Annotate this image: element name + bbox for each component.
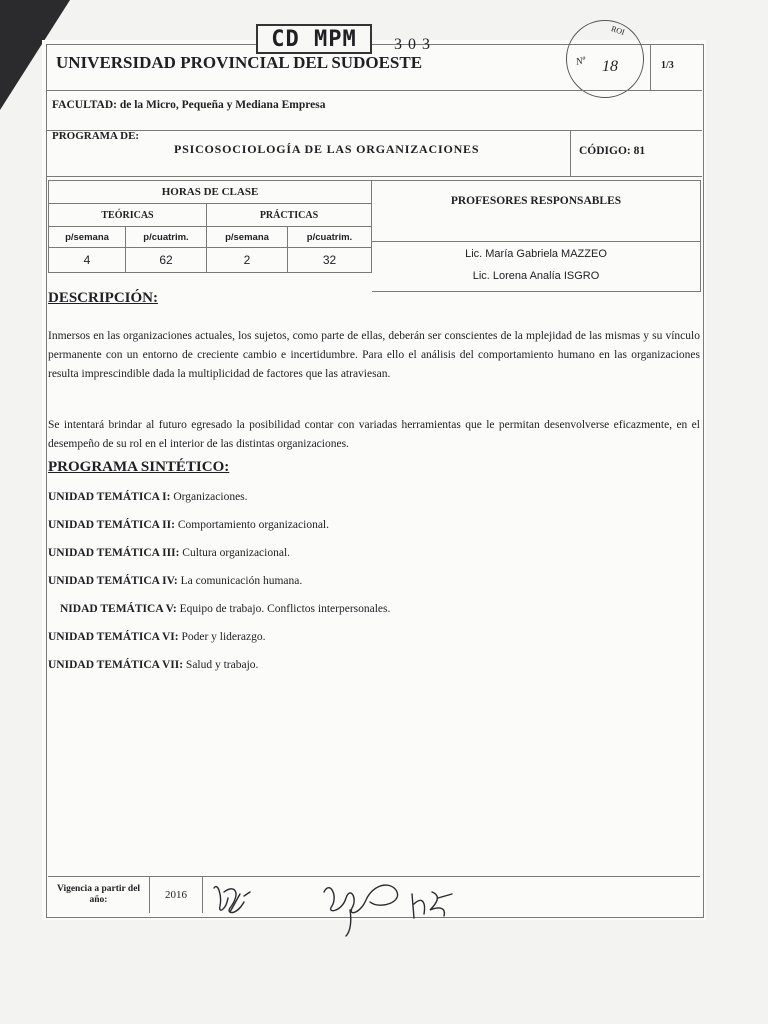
faculty-name: FACULTAD: de la Micro, Pequeña y Mediana Empresa	[52, 99, 326, 111]
unit-practice-term: p/cuatrim.	[288, 227, 372, 248]
theory-header: TEÓRICAS	[49, 204, 207, 227]
class-hours-table	[48, 180, 372, 273]
description-paragraph: Inmersos en las organizaciones actuales, los sujetos, como parte de ellas, deberán ser conscientes de la mplejidad de las mismas y su vínculo permanente con un entorno de creciente cambio e incertidumbre. Para ello el análisis del comportamiento humano en las organizaciones resulta imprescindible dada la multiplicidad de factores que las atraviesan.	[48, 330, 700, 380]
hours-practice-term: 32	[288, 248, 372, 273]
unit-item: UNIDAD TEMÁTICA IV: La comunicación humana.	[48, 575, 303, 587]
unit-item: NIDAD TEMÁTICA V: Equipo de trabajo. Conflictos interpersonales.	[60, 603, 391, 615]
practice-header: PRÁCTICAS	[207, 204, 372, 227]
course-code-cell	[570, 130, 703, 176]
validity-year: 2016	[150, 877, 203, 913]
registry-stamp: CD MPM	[256, 24, 372, 54]
unit-item: UNIDAD TEMÁTICA VII: Salud y trabajo.	[48, 659, 259, 671]
signature-scribble	[324, 885, 398, 936]
university-name: UNIVERSIDAD PROVINCIAL DEL SUDOESTE	[56, 53, 423, 72]
handwritten-signatures	[200, 852, 490, 942]
unit-item: UNIDAD TEMÁTICA I: Organizaciones.	[48, 491, 248, 503]
header-program-row	[46, 130, 702, 177]
signature-scribble	[412, 892, 452, 918]
hours-practice-week: 2	[207, 248, 288, 273]
hours-theory-week: 4	[49, 248, 126, 273]
validity-label: Vigencia a partir del año:	[48, 877, 150, 913]
program-label: PROGRAMA DE:	[52, 130, 140, 142]
description-paragraph: Se intentará brindar al futuro egresado la posibilidad contar con variadas herramientas que le permitan desenvolverse eficazmente, en el desempeño de su rol en el interior de las distintas organizaciones.	[48, 419, 700, 450]
program-name: PSICOSOCIOLOGÍA DE LAS ORGANIZACIONES	[174, 142, 480, 156]
signature-scribble	[244, 892, 250, 896]
unit-item: UNIDAD TEMÁTICA III: Cultura organizacional.	[48, 547, 291, 559]
page-number: 1/3	[661, 60, 674, 71]
professor-name: Lic. María Gabriela MAZZEO	[465, 248, 607, 260]
folio-prefix: Nº	[574, 55, 587, 68]
unit-practice-week: p/semana	[207, 227, 288, 248]
stamp-number: 303	[394, 36, 436, 53]
header-university-row	[46, 44, 702, 91]
signature-scribble	[214, 887, 244, 913]
unit-theory-term: p/cuatrim.	[126, 227, 207, 248]
header-faculty-row	[46, 90, 702, 131]
folio-seal-top: ROI	[609, 24, 626, 37]
hours-title: HORAS DE CLASE	[49, 181, 372, 204]
folio-number: 18	[602, 58, 618, 75]
professors-title: PROFESORES RESPONSABLES	[450, 195, 622, 207]
page-number-cell	[650, 44, 703, 90]
description-title: DESCRIPCIÓN:	[48, 290, 159, 306]
course-code: CÓDIGO: 81	[579, 145, 646, 157]
unit-theory-week: p/semana	[49, 227, 126, 248]
unit-item: UNIDAD TEMÁTICA VI: Poder y liderazgo.	[48, 631, 266, 643]
professors-header	[372, 181, 700, 242]
professors-box	[372, 180, 701, 292]
hours-theory-term: 62	[126, 248, 207, 273]
unit-item: UNIDAD TEMÁTICA II: Comportamiento organizacional.	[48, 519, 329, 531]
program-title: PROGRAMA SINTÉTICO:	[48, 459, 230, 475]
professor-name: Lic. Lorena Analía ISGRO	[472, 270, 600, 282]
